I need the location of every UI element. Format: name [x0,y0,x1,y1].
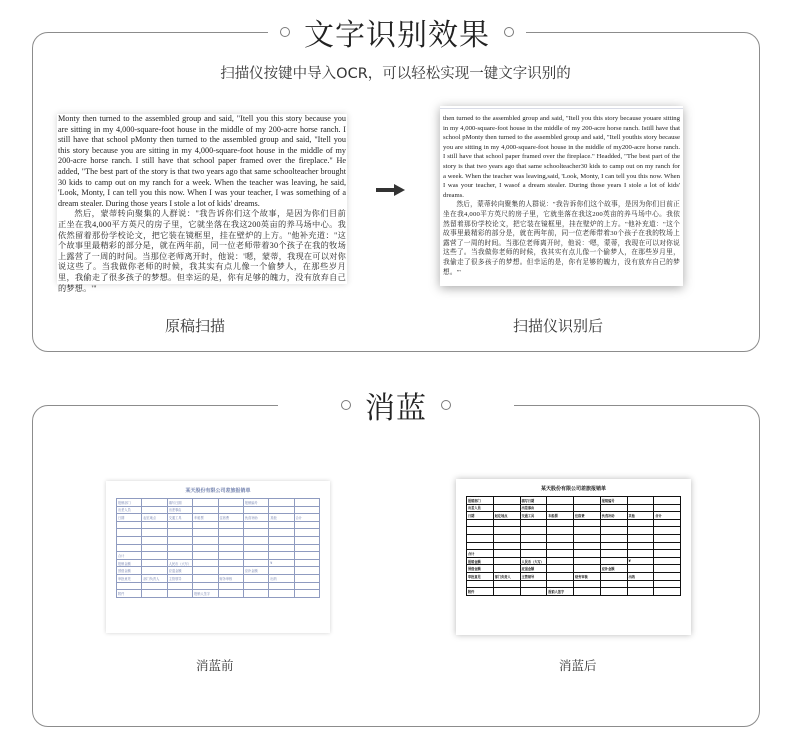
table-cell [167,529,192,537]
table-cell [294,521,319,529]
table-cell: 应补金额 [600,565,627,573]
table-row [117,514,320,522]
table-cell [218,536,243,544]
table-cell [243,582,268,590]
table-row [117,567,320,575]
table-cell [654,497,681,505]
table-cell [600,572,627,580]
ocr-heading-text: 文字识别效果 [304,18,490,53]
table-row [117,544,320,552]
table-cell [193,506,218,514]
table-cell: 报销部门 [467,497,494,505]
table-cell [142,552,167,560]
table-cell [218,552,243,560]
table-cell [547,572,574,580]
table-cell [547,580,574,588]
table-cell [627,497,654,505]
table-cell [142,559,167,567]
table-cell: 其他 [269,514,294,522]
table-cell [218,506,243,514]
table-cell: 人民币（大写） [520,557,547,565]
table-row [467,527,681,535]
table-cell [218,529,243,537]
table-cell [547,504,574,512]
table-cell [654,550,681,558]
table-cell [294,536,319,544]
table-row [117,552,320,560]
table-cell [193,529,218,537]
table-cell [243,559,268,567]
table-cell [218,582,243,590]
table-cell [117,521,142,529]
table-cell [117,529,142,537]
table-row [467,550,681,558]
table-cell [467,527,494,535]
table-cell [654,534,681,542]
table-cell [627,565,654,573]
table-cell: 填写日期 [167,499,192,507]
heading-ring-left-icon [341,400,351,410]
table-cell [547,565,574,573]
heading-ring-right-icon [504,27,514,37]
before-blue-removal-caption: 消蓝前 [196,658,234,673]
table-cell [547,497,574,505]
table-cell [654,519,681,527]
table-cell [269,506,294,514]
table-cell [294,567,319,575]
table-cell: 住宿费 [218,514,243,522]
table-cell: 出差事由 [520,504,547,512]
table-cell [142,544,167,552]
table-cell: 报销金额 [117,559,142,567]
table-row [117,529,320,537]
table-cell [193,544,218,552]
form-before-blue-removal [106,481,330,633]
table-cell [493,565,520,573]
table-cell: 部门负责人 [142,574,167,582]
table-cell [520,542,547,550]
table-cell [627,504,654,512]
table-cell [294,552,319,560]
table-cell [600,550,627,558]
table-cell [142,582,167,590]
table-cell [547,550,574,558]
table-cell: 出差人员 [117,506,142,514]
table-cell [193,521,218,529]
right-arrow-icon [376,184,406,196]
table-row [467,572,681,580]
table-cell [520,519,547,527]
table-row [467,497,681,505]
table-cell [654,565,681,573]
table-cell [627,534,654,542]
table-cell [627,550,654,558]
table-cell [574,534,601,542]
table-cell [269,536,294,544]
original-english-text: Monty then turned to the assembled group and said, "Itell you this story because you are sitting in my 4,000-square-foot house in the middle of my 200-acre horse ranch. I still have that school pMonty then turned to the assembled group and said, "Itell you this story because you are sitting in my 4,000-square-foot house in the middle of my 200-acre horse ranch. I still have that school paper framed over the fireplace." He added, "The best part of the story is that two years ago that same schoolteacher brought 30 kids to camp out on my ranch for a week. When the teacher was leaving, he said, 'Look, Monty, I can tell you this now. When I was your teacher, I was something of a dream stealer. During those years I stole a lot of kids' dreams. [58,114,346,208]
table-cell [574,550,601,558]
table-cell [574,519,601,527]
table-cell: 附件 [467,588,494,596]
table-cell [654,588,681,596]
table-cell [654,580,681,588]
table-cell [142,521,167,529]
table-row [117,590,320,598]
table-cell: 预借金额 [467,565,494,573]
table-cell [493,527,520,535]
table-row [117,499,320,507]
form-title: 某天股份有限公司差旅报销单 [540,486,606,492]
table-cell [167,590,192,598]
table-cell: 伙食补助 [243,514,268,522]
table-cell [193,582,218,590]
table-cell [193,559,218,567]
table-cell: 填写日期 [520,497,547,505]
table-cell [493,504,520,512]
table-cell [600,588,627,596]
table-cell [627,588,654,596]
result-chinese-text: 然后，蒙蒂转向聚集的人群说："我告诉你们这个故事，是因为你们目前正坐在我4,000平方英尺的房子里，它就坐落在我这200英亩的养马场中心。我依然留着那份学校论文，把它装在镜框里，挂在壁炉的上方。"他补充道："这个故事里最精彩的部分是，就在两年前，同一位老师带着30个孩子在我的牧场上露营了一周的时间。当那位老师离开时，他说：'嗯，蒙蒂，我现在可以对你说这些了。当我做你老师的时候，我其实有点儿像一个偷梦人，在那些岁月里，我偷走了很多孩子的梦想。但幸运的是，你有足够的魄力，没有放弃自己的梦想。'" [443,201,680,276]
table-cell: 报销人签字 [193,590,218,598]
heading-ring-left-icon [280,27,290,37]
table-cell: 出差人员 [467,504,494,512]
table-cell [547,542,574,550]
table-cell [142,536,167,544]
table-cell: 交通工具 [167,514,192,522]
table-cell: ¥ [627,557,654,565]
table-cell [520,550,547,558]
table-cell: 合计 [294,514,319,522]
table-cell: 应退金额 [167,567,192,575]
table-row [117,574,320,582]
form-table [466,496,681,596]
table-cell: 住宿费 [574,512,601,520]
heading-ring-right-icon [441,400,451,410]
table-cell [627,580,654,588]
table-cell [600,504,627,512]
table-cell [218,559,243,567]
table-cell [294,590,319,598]
table-row [117,582,320,590]
ocr-result-document [440,106,683,286]
table-cell [117,544,142,552]
table-cell [574,557,601,565]
table-cell [243,590,268,598]
original-scan-caption: 原稿扫描 [165,317,226,335]
table-cell [193,574,218,582]
table-cell: 主管领导 [167,574,192,582]
table-cell [493,580,520,588]
table-cell: 合计 [117,552,142,560]
table-cell: 合计 [654,512,681,520]
table-cell [243,521,268,529]
table-cell [142,590,167,598]
table-cell: 报销编号 [600,497,627,505]
table-cell: 财务审核 [574,572,601,580]
table-cell [269,552,294,560]
table-cell: 合计 [467,550,494,558]
table-cell [269,529,294,537]
table-cell: 人民币（大写） [167,559,192,567]
table-cell [142,529,167,537]
table-cell [467,534,494,542]
table-cell [294,529,319,537]
table-cell [654,557,681,565]
table-cell: 交通工具 [520,512,547,520]
table-cell [574,527,601,535]
table-cell [269,590,294,598]
table-cell [142,567,167,575]
table-cell [294,499,319,507]
table-cell [467,519,494,527]
table-cell: ¥ [269,559,294,567]
table-cell: 应退金额 [520,565,547,573]
table-cell [269,567,294,575]
table-cell [600,527,627,535]
table-cell: 主管领导 [520,572,547,580]
table-row [467,519,681,527]
table-row [467,534,681,542]
table-cell [294,559,319,567]
ocr-subtitle: 扫描仪按键中导入OCR，可以轻松实现一键文字识别的 [220,66,571,82]
table-cell: 报销人签字 [547,588,574,596]
table-cell: 日期 [467,512,494,520]
table-cell [218,544,243,552]
table-cell [167,536,192,544]
table-row [467,542,681,550]
table-cell [269,499,294,507]
table-cell [600,534,627,542]
table-cell [167,582,192,590]
table-row [117,559,320,567]
table-cell: 伙食补助 [600,512,627,520]
table-cell [269,544,294,552]
table-cell [142,499,167,507]
table-cell [627,542,654,550]
table-cell [574,580,601,588]
table-cell [117,536,142,544]
table-row [467,588,681,596]
table-cell [218,590,243,598]
table-cell: 起讫地点 [142,514,167,522]
table-cell: 附件 [117,590,142,598]
table-cell [574,542,601,550]
table-cell [600,557,627,565]
table-cell [193,567,218,575]
table-cell [493,534,520,542]
table-cell [269,521,294,529]
table-cell [193,536,218,544]
table-row [117,521,320,529]
table-cell: 预借金额 [117,567,142,575]
table-cell: 日期 [117,514,142,522]
table-cell: 应补金额 [243,567,268,575]
table-cell [493,588,520,596]
ocr-section-heading [268,8,526,56]
table-row [467,504,681,512]
table-cell [167,544,192,552]
table-cell [243,536,268,544]
blue-removal-heading-text: 消蓝 [365,391,427,426]
table-cell [493,497,520,505]
table-row [467,512,681,520]
table-cell: 报销金额 [467,557,494,565]
table-cell [193,552,218,560]
table-cell [574,565,601,573]
table-cell [218,567,243,575]
table-cell [294,574,319,582]
table-cell [627,527,654,535]
table-cell [493,557,520,565]
table-row [467,557,681,565]
blue-removal-heading [278,381,514,429]
table-cell: 起讫地点 [493,512,520,520]
table-cell: 审批意见 [117,574,142,582]
table-cell [547,557,574,565]
original-chinese-text: 然后，蒙蒂转向聚集的人群说："我告诉你们这个故事，是因为你们目前正坐在我4,000平方英尺的房子里，它就坐落在我这200英亩的养马场中心。我依然留着那份学校论文，把它装在镜框里，挂在壁炉的上方。"他补充道："这个故事里最精彩的部分是，就在两年前，同一位老师带着30个孩子在我的牧场上露营了一周的时间。当那位老师离开时，他说：'嗯，蒙蒂，我现在可以对你说这些了。当我做你老师的时候，我其实有点儿像一个偷梦人，在那些岁月里，我偷走了很多孩子的梦想。但幸运的是，你有足够的魄力，没有放弃自己的梦想。'" [58,209,346,293]
table-cell [243,506,268,514]
table-cell: 出纳 [627,572,654,580]
table-cell [218,521,243,529]
table-cell [117,582,142,590]
table-cell [167,521,192,529]
table-cell [600,519,627,527]
table-cell [493,519,520,527]
table-cell: 车船票 [547,512,574,520]
table-cell: 部门负责人 [493,572,520,580]
table-cell [243,552,268,560]
table-cell: 报销部门 [117,499,142,507]
table-cell [574,588,601,596]
form-table [116,498,320,598]
table-cell [654,504,681,512]
table-cell [574,504,601,512]
table-row [117,536,320,544]
result-english-text: then turned to the assembled group and said, "Itell you this story because youare sitting in my 4,000-square-foot house in the middle of my 200-acre horse ranch. Istill have that school pMonty then turned to the assembled group and said, "Itell youthis story because you are sitting in my 4,000-square-foot house in the middle of my200-acre horse ranch. I still have that school paper framed over the fireplace." Headded, "The best part of the story is that two years ago that same schoolteacher30 kids to camp out on my ranch for a week. When the teacher was leaving,said, 'Look, Monty, I can tell you this now. When I was your teacher, I wasof a dream stealer. During those years I stole a lot of kids' dreams. [443,115,680,199]
table-cell [493,550,520,558]
table-cell [243,529,268,537]
table-cell [243,544,268,552]
table-cell [654,527,681,535]
table-cell [193,499,218,507]
table-cell [547,534,574,542]
table-cell [520,580,547,588]
table-cell [142,506,167,514]
table-cell: 报销编号 [243,499,268,507]
table-row [467,565,681,573]
table-cell [269,582,294,590]
table-cell [547,527,574,535]
table-cell [654,542,681,550]
form-after-blue-removal [456,479,691,635]
table-row [467,580,681,588]
table-cell [520,534,547,542]
table-cell [654,572,681,580]
table-cell [520,527,547,535]
table-cell [294,582,319,590]
table-cell [218,499,243,507]
table-cell: 出差事由 [167,506,192,514]
table-cell [467,542,494,550]
table-cell [167,552,192,560]
table-cell: 出纳 [269,574,294,582]
table-cell [243,574,268,582]
table-cell: 其他 [627,512,654,520]
table-cell [294,506,319,514]
original-scan-document [57,114,347,293]
table-cell [493,542,520,550]
ocr-result-caption: 扫描仪识别后 [513,317,604,335]
table-cell [600,542,627,550]
table-cell [600,580,627,588]
table-cell [627,519,654,527]
table-cell [467,580,494,588]
table-cell [294,544,319,552]
table-cell [547,519,574,527]
table-cell: 审批意见 [467,572,494,580]
table-cell [520,588,547,596]
table-cell: 车船票 [193,514,218,522]
table-cell [574,497,601,505]
after-blue-removal-caption: 消蓝后 [559,658,597,673]
form-title: 某天股份有限公司差旅报销单 [185,488,251,494]
table-cell: 财务审核 [218,574,243,582]
table-row [117,506,320,514]
